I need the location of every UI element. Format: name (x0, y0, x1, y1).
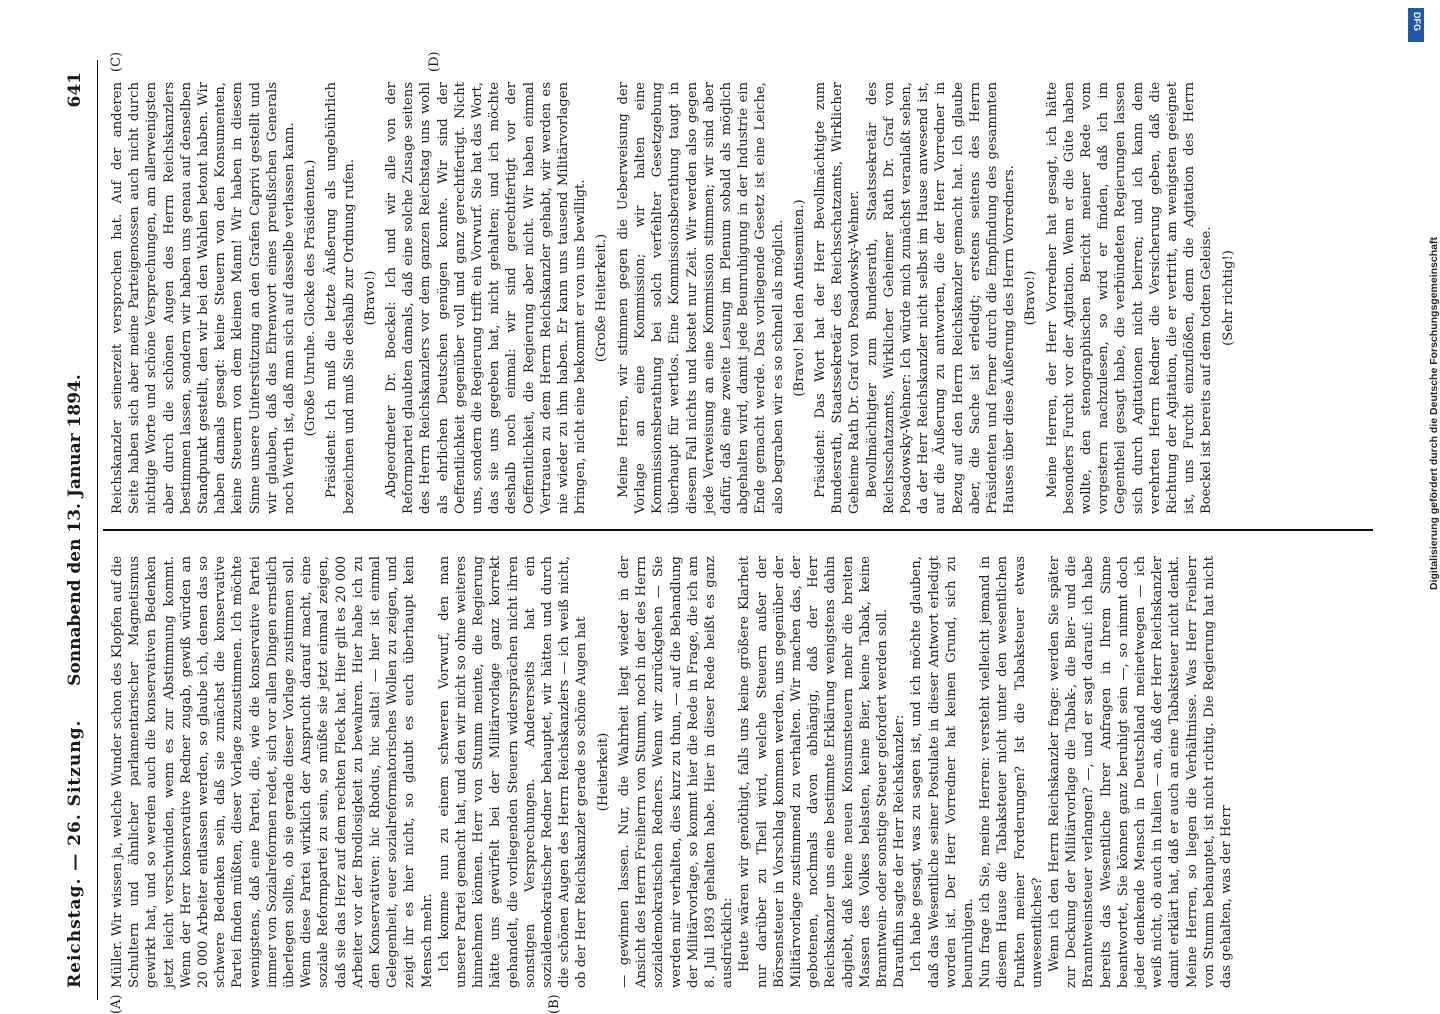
paragraph: Nun frage ich Sie, meine Herren: versteht vielleicht jemand in diesem Hause die Tabaksteuer nicht unter den wesentlichen Punkten meiner Forderungen? Ist die Tabaksteuer etwas unwesentliches? (978, 556, 1045, 988)
right-column (109, 82, 1241, 514)
quotation: Heute wären wir genöthigt, falls uns keine größere Klarheit nur darüber zu Theil wird, welche Steuern außer der Börsensteuer in Vorschlag kommen werden, uns gegenüber der Militärvorlage zustimmend zu verhalten. Wir machen das, der gebotenen, nochmals davon abhängig, daß der Herr Reichskanzler uns eine bestimmte Erklärung wenigstens dahin abgiebt, daß keine neuen Konsumsteuern mehr die breiten Massen des Volkes belasten, keine Bier, keine Tabak, keine Branntwein- oder sonstige Steuer gefordert werden soll. (737, 556, 890, 988)
margin-marker-d: (D) (427, 51, 442, 72)
paragraph: — gewinnen lassen. Nur, die Wahrheit liegt wieder in der Ansicht des Herrn Freiherrn von Stumm, noch in der des Herrn sozialdemokratischen Redners. Wenn wir zurückgehen — Sie werden mir verhalten, dies kurz zu thun, — auf die Behandlung der Militärvorlage, so kommt hier die Rede in Frage, die ich am 8. Juli 1893 gehalten habe. Hier in dieser Rede heißt es ganz ausdrücklich: (616, 556, 736, 988)
page-header (57, 60, 98, 1000)
interjection: (Bravo! bei den Antisemiten.) (791, 199, 807, 397)
margin-marker-a: (A) (109, 994, 124, 1014)
paragraph: Wenn ich den Herrn Reichskanzler frage: werden Sie später zur Deckung der Militärvorlage die Tabak-, die Bier- und die Branntweinsteuer verlangen? —, und er sagt darauf: ich habe bereits das Wesentliche Ihrer Anfragen in Ihrem Sinne beantwortet, Sie können ganz beruhigt sein —, so nimmt doch jeder denkende Mensch in Deutschland meinetwegen — ich weiß nicht, ob auch in Italien — an, daß der Herr Reichskanzler damit erklärt hat, daß er auch an eine Tabaksteuer nicht denkt. Meine Herren, so liegen die Verhältnisse. Was Herr Freiherr von Stumm behauptet, ist nicht richtig. Die Regierung hat nicht das gehalten, was der Herr (1046, 556, 1234, 988)
paragraph: Meine Herren, der Herr Vorredner hat gesagt, ich hätte besonders Furcht vor der Agitation. Wenn er die Güte haben wollte, den stenographischen Bericht meiner Rede vom vorgestern nachzulesen, so wird er finden, daß ich im Gegentheil gesagt habe, die verbündeten Regierungen lassen sich durch Agitationen nicht beirren; und ich kann dem verehrten Herrn Redner die Versicherung geben, daß die Richtung der Agitation, die er vertritt, am wenigsten geeignet ist, uns Furcht einzuflößen, denn die Agitation des Herrn Boeckel ist bereits auf dem todten Geleise. (1044, 82, 1215, 514)
paragraph: Meine Herren, wir stimmen gegen die Ueberweisung der Vorlage an eine Kommission; wir halten eine Kommissionsberathung bei solch verfehlter Gesetzgebung überhaupt für wertlos. Eine Kommissionsberathung taugt in diesem Fall nichts und kostet nur Zeit. Wir werden also gegen jede Verweisung an eine Kommission stimmen; wir sind aber dafür, daß eine zweite Lesung im Plenum sobald als möglich abgehalten wird, damit jede Beunruhigung in der Industrie ein Ende gemacht werde. Das vorliegende Gesetz ist eine Leiche, also begraben wir es so schnell als möglich. (615, 82, 786, 514)
left-column (109, 556, 1235, 988)
speaker-paragraph: Präsident: Das Wort hat der Herr Bevollmächtigte zum Bundesrath, Staatssekretär des Reichsschatzamts, Wirklicher Geheime Rath Dr. Graf von Posadowsky-Wehner. (812, 82, 863, 514)
interjection: (Große Heiterkeit.) (594, 233, 610, 363)
paragraph: Daraufhin sagte der Herr Reichskanzler: (892, 714, 908, 988)
digitization-notice: Digitalisierung gefördert durch die Deutsche Forschungsgemeinschaft (1428, 237, 1440, 590)
digitization-strip (1406, 0, 1440, 1000)
interjection: (Bravo!) (362, 270, 378, 326)
interjection: (Sehr richtig!) (1220, 250, 1236, 346)
document-page (57, 51, 1387, 1014)
paragraph: Ich komme nun zu einem schweren Vorwurf, den man unserer Partei gemacht hat, und den wir nicht so ohne weiteres hinnehmen können. Herr von Stumm meinte, die Regierung hätte uns gewürfelt bei der Militärvorlage ganz korrekt gehandelt, die vorliegenden Steuern widersprächen nicht ihren sonstigen Versprechungen. Andererseits hat ein sozialdemokratischer Redner behauptet, wir hätten und durch die schönen Augen des Herrn Reichskanzlers — ich weiß nicht, ob der Herr Reichskanzler gerade so schöne Augen hat (436, 556, 590, 988)
interjection: (Heiterkeit) (595, 732, 611, 812)
header-left: Reichstag. — 26. Sitzung. (65, 719, 85, 988)
margin-marker-c: (C) (109, 51, 124, 72)
speaker-paragraph: Bevollmächtigter zum Bundesrath, Staatssekretär des Reichsschatzamts, Wirklicher Geheimer Rath Dr. Graf von Posadowsky-Wehner: Ich würde mich zunächst veranlaßt sehen, da der Herr Reichskanzler nicht selbst im Hause anwesend ist, auf die Äußerung zu antworten, die der Herr Vorredner in Bezug auf den Herrn Reichskanzler gemacht hat. Ich glaube aber, die Sache ist erledigt; erstens seitens des Herrn Präsidenten und ferner durch die Empfindung des gesammten Hauses über diese Äußerung des Herrn Vorredners. (864, 82, 1018, 514)
page-number: 641 (65, 72, 85, 108)
interjection: (Bravo!) (1023, 270, 1039, 326)
dfg-logo: DFG (1408, 8, 1424, 42)
column-divider (103, 530, 1373, 532)
header-date: Sonnabend den 13. Januar 1894. (65, 374, 85, 686)
paragraph: Reichskanzler seinerzeit versprochen hat. Auf der anderen Seite haben sich aber meine Parteigenossen auch nicht durch nichtige Worte und schöne Versprechungen, am allerwenigsten aber durch die schönen Augen des Herrn Reichskanzlers bestimmen lassen, sondern wir haben uns genau auf denselben Standpunkt gestellt, den wir bei den Wahlen betont haben. Wir haben damals gesagt: keine Steuern von den Konsumenten, keine Steuern von dem kleinen Mann! Wir haben in diesem Sinne unsere Unterstützung an den Grafen Caprivi gestellt und wir glauben, daß das Ehrenwort eines preußischen Generals noch Werth ist, daß man sich auf dasselbe verlassen kann. (110, 82, 298, 514)
speaker-paragraph: Präsident: Ich muß die letzte Äußerung als ungebührlich bezeichnen und muß Sie deshalb zur Ordnung rufen. (324, 82, 357, 514)
quotation: Ich habe gesagt, was zu sagen ist, und ich möchte glauben, daß das Wesentliche seiner Postulate in dieser Antwort erledigt worden ist. Der Herr Vorredner hat keinen Grund, sich zu beunruhigen. (909, 556, 976, 988)
speaker-paragraph: Abgeordneter Dr. Boeckel: Ich und wir alle von der Reformpartei glaubten damals, daß eine solche Zusage seitens des Herrn Reichskanzlers vor dem ganzen Reichstag uns wohl als ehrlichen Deutschen genügen konnte. Wir sind der Oeffentlichkeit gegenüber voll und ganz gerechtfertigt. Nicht uns, sondern die Regierung trifft ein Vorwurf. Sie hat das Wort, das sie uns gegeben hat, nicht gehalten; und ich möchte deshalb noch einmal: wir sind gerechtfertigt vor der Oeffentlichkeit, die Regierung aber nicht. Wir haben einmal Vertrauen zu dem Herrn Reichskanzler gehabt, wir werden es nie wieder zu ihm haben. Er kann uns tausend Militärvorlagen bringen, nicht eine bekommt er von uns bewilligt. (384, 82, 589, 514)
margin-marker-b: (B) (547, 994, 562, 1014)
interjection: (Große Unruhe. Glocke des Präsidenten.) (303, 159, 319, 437)
paragraph: Müller. Wir wissen ja, welche Wunder schon des Klopfen auf die Schultern und ähnlicher parlamentarischer Magnetismus gewirkt hat, und so werden auch die konservativen Bedenken jetzt leicht verschwinden, wenn es zur Abstimmung kommt. Wenn der Herr konservative Redner zugab, gewiß würden an 20 000 Arbeiter entlassen werden, so glaube ich, denen das so schwere Bedenken sein, daß sie zunächst die konservative Partei finden müßten, dieser Vorlage zuzustimmen. Ich möchte wenigstens, daß eine Partei, die, wie die konservative Partei immer von Sozialreformen redet, sich vor allen Dingen ernstlich überlegen sollte, ob sie gerade dieser Vorlage zustimmen soll. Wenn diese Partei wirklich der Ansprucht darauf macht, eine soziale Reformpartei zu sein, so müßte sie jetzt einmal zeigen, daß sie das Herz auf dem rechten Fleck hat. Hier gilt es 20 000 Arbeiter vor der Brodlosigkeit zu bewahren. Hier habe ich zu den Konservativen: hic Rhodus, hic salta! — hier ist einmal Gelegenheit, euer sozialreformatorisches Wollen zu zeigen, und zeigt ihr es hier nicht, so glaubt es euch überhaupt kein Mensch mehr. (110, 556, 435, 988)
